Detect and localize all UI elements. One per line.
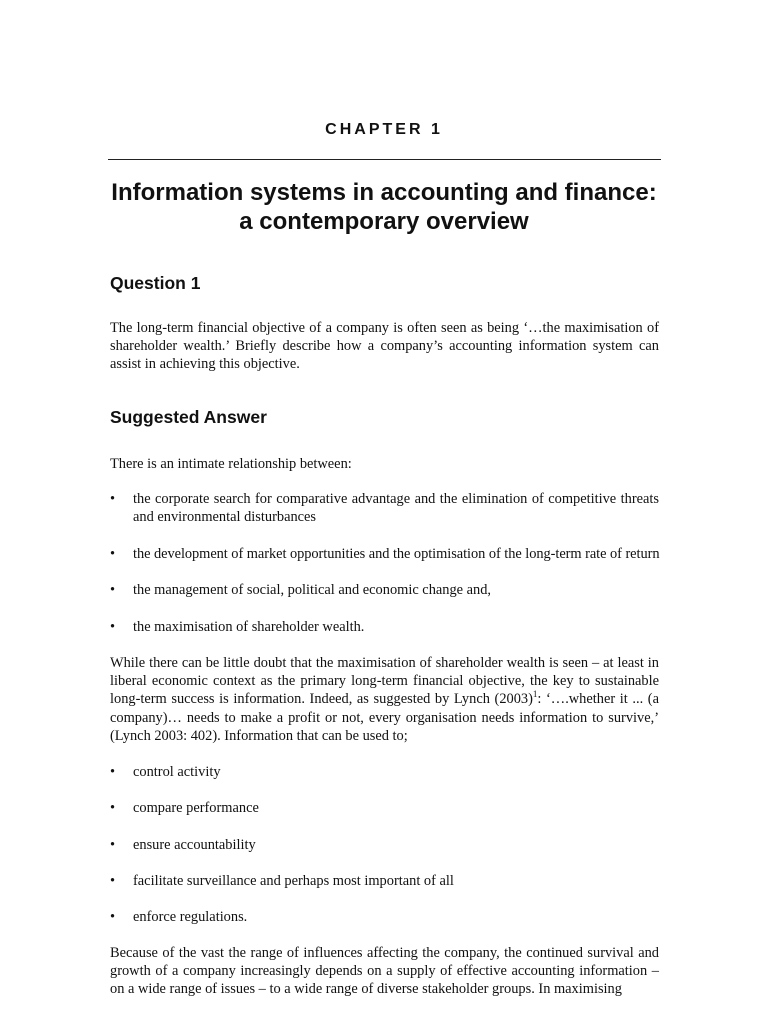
answer-heading: Suggested Answer [110, 407, 267, 427]
body-paragraph-part-2: : ‘….whether it ... (a company)… needs to make a profit or not, every organisation needs information to survive,’ (Lynch 2003: 402). Information that can be used to; [110, 691, 659, 744]
list-item [110, 872, 659, 890]
body-paragraph-part-1: While there can be little doubt that the maximisation of shareholder wealth is seen – at least in liberal economic context as the primary long-term financial objective, the key to sustainable long-term success is information. Indeed, as suggested by Lynch (2003) [110, 655, 659, 708]
bullet-icon: • [110, 491, 116, 507]
list-item [110, 581, 659, 599]
list-item [110, 618, 659, 636]
bullet-icon: • [110, 619, 116, 635]
chapter-title [100, 178, 668, 236]
question-heading: Question 1 [110, 273, 201, 293]
list-item [110, 763, 659, 781]
list-item-text: facilitate surveillance and perhaps most important of all [133, 873, 454, 889]
bullet-icon: • [110, 800, 116, 816]
list-item [110, 799, 659, 817]
list-item-text: ensure accountability [133, 837, 256, 853]
chapter-title-line-1: Information systems in accounting and finance: [111, 179, 657, 206]
bullet-icon: • [110, 764, 116, 780]
list-item-text: the corporate search for comparative advantage and the elimination of competitive threats and environmental disturbances [133, 491, 659, 526]
bullet-icon: • [110, 909, 116, 925]
list-item-text: the management of social, political and economic change and, [133, 582, 492, 598]
list-item [110, 908, 659, 926]
list-item [110, 545, 659, 563]
list-item [110, 836, 659, 854]
body-paragraph [110, 654, 659, 745]
list-item-text: compare performance [133, 800, 259, 816]
chapter-title-line-2: a contemporary overview [239, 208, 529, 235]
bullet-icon: • [110, 837, 116, 853]
chapter-label: CHAPTER 1 [325, 121, 443, 138]
list-item-text: control activity [133, 764, 221, 780]
chapter-divider [108, 159, 661, 160]
question-text: The long-term financial objective of a company is often seen as being ‘…the maximisation of shareholder wealth.’ Briefly describe how a company’s accounting information system can assist in achieving this objective. [110, 320, 659, 373]
list-item-text: the development of market opportunities and the optimisation of the long-term rate of return [133, 546, 660, 562]
footnote-marker: 1 [532, 689, 538, 700]
intro-text: There is an intimate relationship between: [110, 456, 352, 472]
list-item-text: the maximisation of shareholder wealth. [133, 619, 365, 635]
list-item-text: enforce regulations. [133, 909, 248, 925]
bullet-icon: • [110, 582, 116, 598]
bullet-icon: • [110, 873, 116, 889]
final-paragraph: Because of the vast the range of influences affecting the company, the continued survival and growth of a company increasingly depends on a supply of effective accounting information – on a wide range of issues – to a wide range of diverse stakeholder groups. In maximising [110, 945, 659, 998]
list-item [110, 490, 659, 526]
bullet-icon: • [110, 546, 116, 562]
